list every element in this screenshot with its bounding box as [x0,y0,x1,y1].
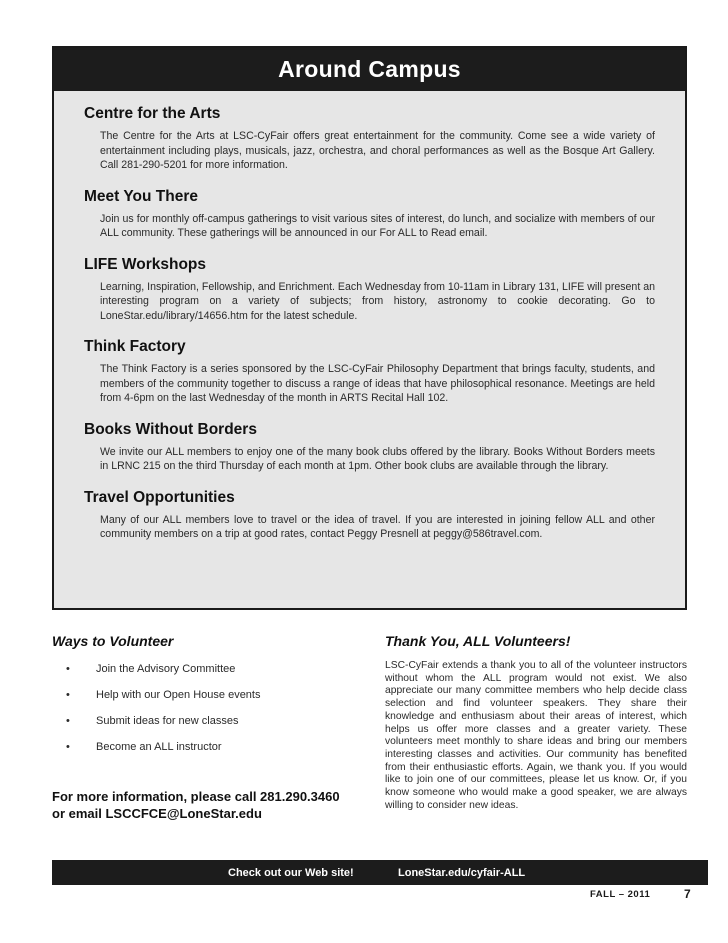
list-item [52,741,362,767]
footer-label: Check out our Web site! [228,866,354,879]
section-heading: Think Factory [84,338,186,355]
bullet-icon: • [66,715,70,727]
section-meet-you-there [84,188,655,241]
around-campus-title: Around Campus [278,56,461,82]
volunteer-list [52,663,362,767]
section-heading: Books Without Borders [84,420,257,438]
contact-email-line: or email LSCCFCE@LoneStar.edu [52,806,262,821]
around-campus-box [52,46,687,610]
section-heading: Travel Opportunities [84,488,235,506]
section-text: Join us for monthly off-campus gatherings to visit various sites of interest, do lunch, and socialize with members of our ALL community. These gatherings will be announced in our For ALL to Read email. [100,212,655,239]
section-text: The Centre for the Arts at LSC-CyFair offers great entertainment for the community. Come see a wide variety of entertainment including plays, musicals, jazz, orchestra, and choral performances as well as the Bosque Art Gallery. Call 281-290-5201 for more information. [100,130,655,171]
ways-to-volunteer-heading: Ways to Volunteer [52,633,174,649]
footer-season: FALL – 2011 [590,889,651,900]
around-campus-header [54,48,685,91]
footer-url-link[interactable]: LoneStar.edu/cyfair-ALL [398,866,526,879]
thank-you-text: LSC-CyFair extends a thank you to all of the volunteer instructors without whom the ALL program would not exist. We also appreciate our many committee members who help decide class selection and find volunteer speakers. They share their knowledge and enthusiasm about their areas of interest, which helps us offer more classes and a greater variety. These volunteers meet monthly to share ideas and bring our members interesting classes and activities. Our community has benefited from their enthusiastic efforts. Again, we thank you. If you would like to join one of our committees, please let us know. Or, if you know someone who would make a good speaker, we are always willing to consider new ideas. [385,660,687,811]
thank-you-column [385,633,687,812]
footer-bar [52,860,708,885]
list-item [52,663,362,689]
section-heading: Centre for the Arts [84,105,221,122]
thank-you-heading: Thank You, ALL Volunteers! [385,633,571,649]
contact-info [52,788,372,822]
section-life-workshops [84,256,655,324]
around-campus-body [54,91,685,542]
bullet-icon: • [66,741,70,753]
list-item-text: Join the Advisory Committee [96,663,236,675]
section-travel-opportunities [84,489,655,542]
bullet-icon: • [66,663,70,675]
section-text: Learning, Inspiration, Fellowship, and Enrichment. Each Wednesday from 10-11am in Library 131, LIFE will present an interesting program on a variety of subjects; from history, astronomy to cookie decorating. Go to LoneStar.edu/library/14656.htm for the latest schedule. [100,280,655,322]
list-item [52,689,362,715]
section-text: The Think Factory is a series sponsored by the LSC-CyFair Philosophy Department that brings faculty, students, and members of the community together to discuss a range of ideas that have philosophical resonance. Meetings are held from 4-6pm on the last Wednesday of the month in ARTS Recital Hall 102. [100,363,655,404]
list-item-text: Become an ALL instructor [96,741,222,753]
section-text: Many of our ALL members love to travel or the idea of travel. If you are interested in joining fellow ALL and other community members on a trip at good rates, contact Peggy Presnell at peggy@586travel.com. [100,513,655,540]
section-think-factory [84,338,655,406]
list-item-text: Submit ideas for new classes [96,715,239,727]
section-text: We invite our ALL members to enjoy one of the many book clubs offered by the library. Books Without Borders meets in LRNC 215 on the third Thursday of each month at 1pm. Other book clubs are available through the library. [100,445,655,472]
ways-to-volunteer-column [52,633,362,767]
section-books-without-borders [84,421,655,474]
contact-phone-line: For more information, please call 281.290.3460 [52,789,340,804]
section-heading: Meet You There [84,187,198,205]
list-item-text: Help with our Open House events [96,689,261,701]
page-number: 7 [684,887,691,901]
list-item [52,715,362,741]
section-heading: LIFE Workshops [84,255,207,273]
bullet-icon: • [66,689,70,701]
section-centre-for-the-arts [84,105,655,173]
